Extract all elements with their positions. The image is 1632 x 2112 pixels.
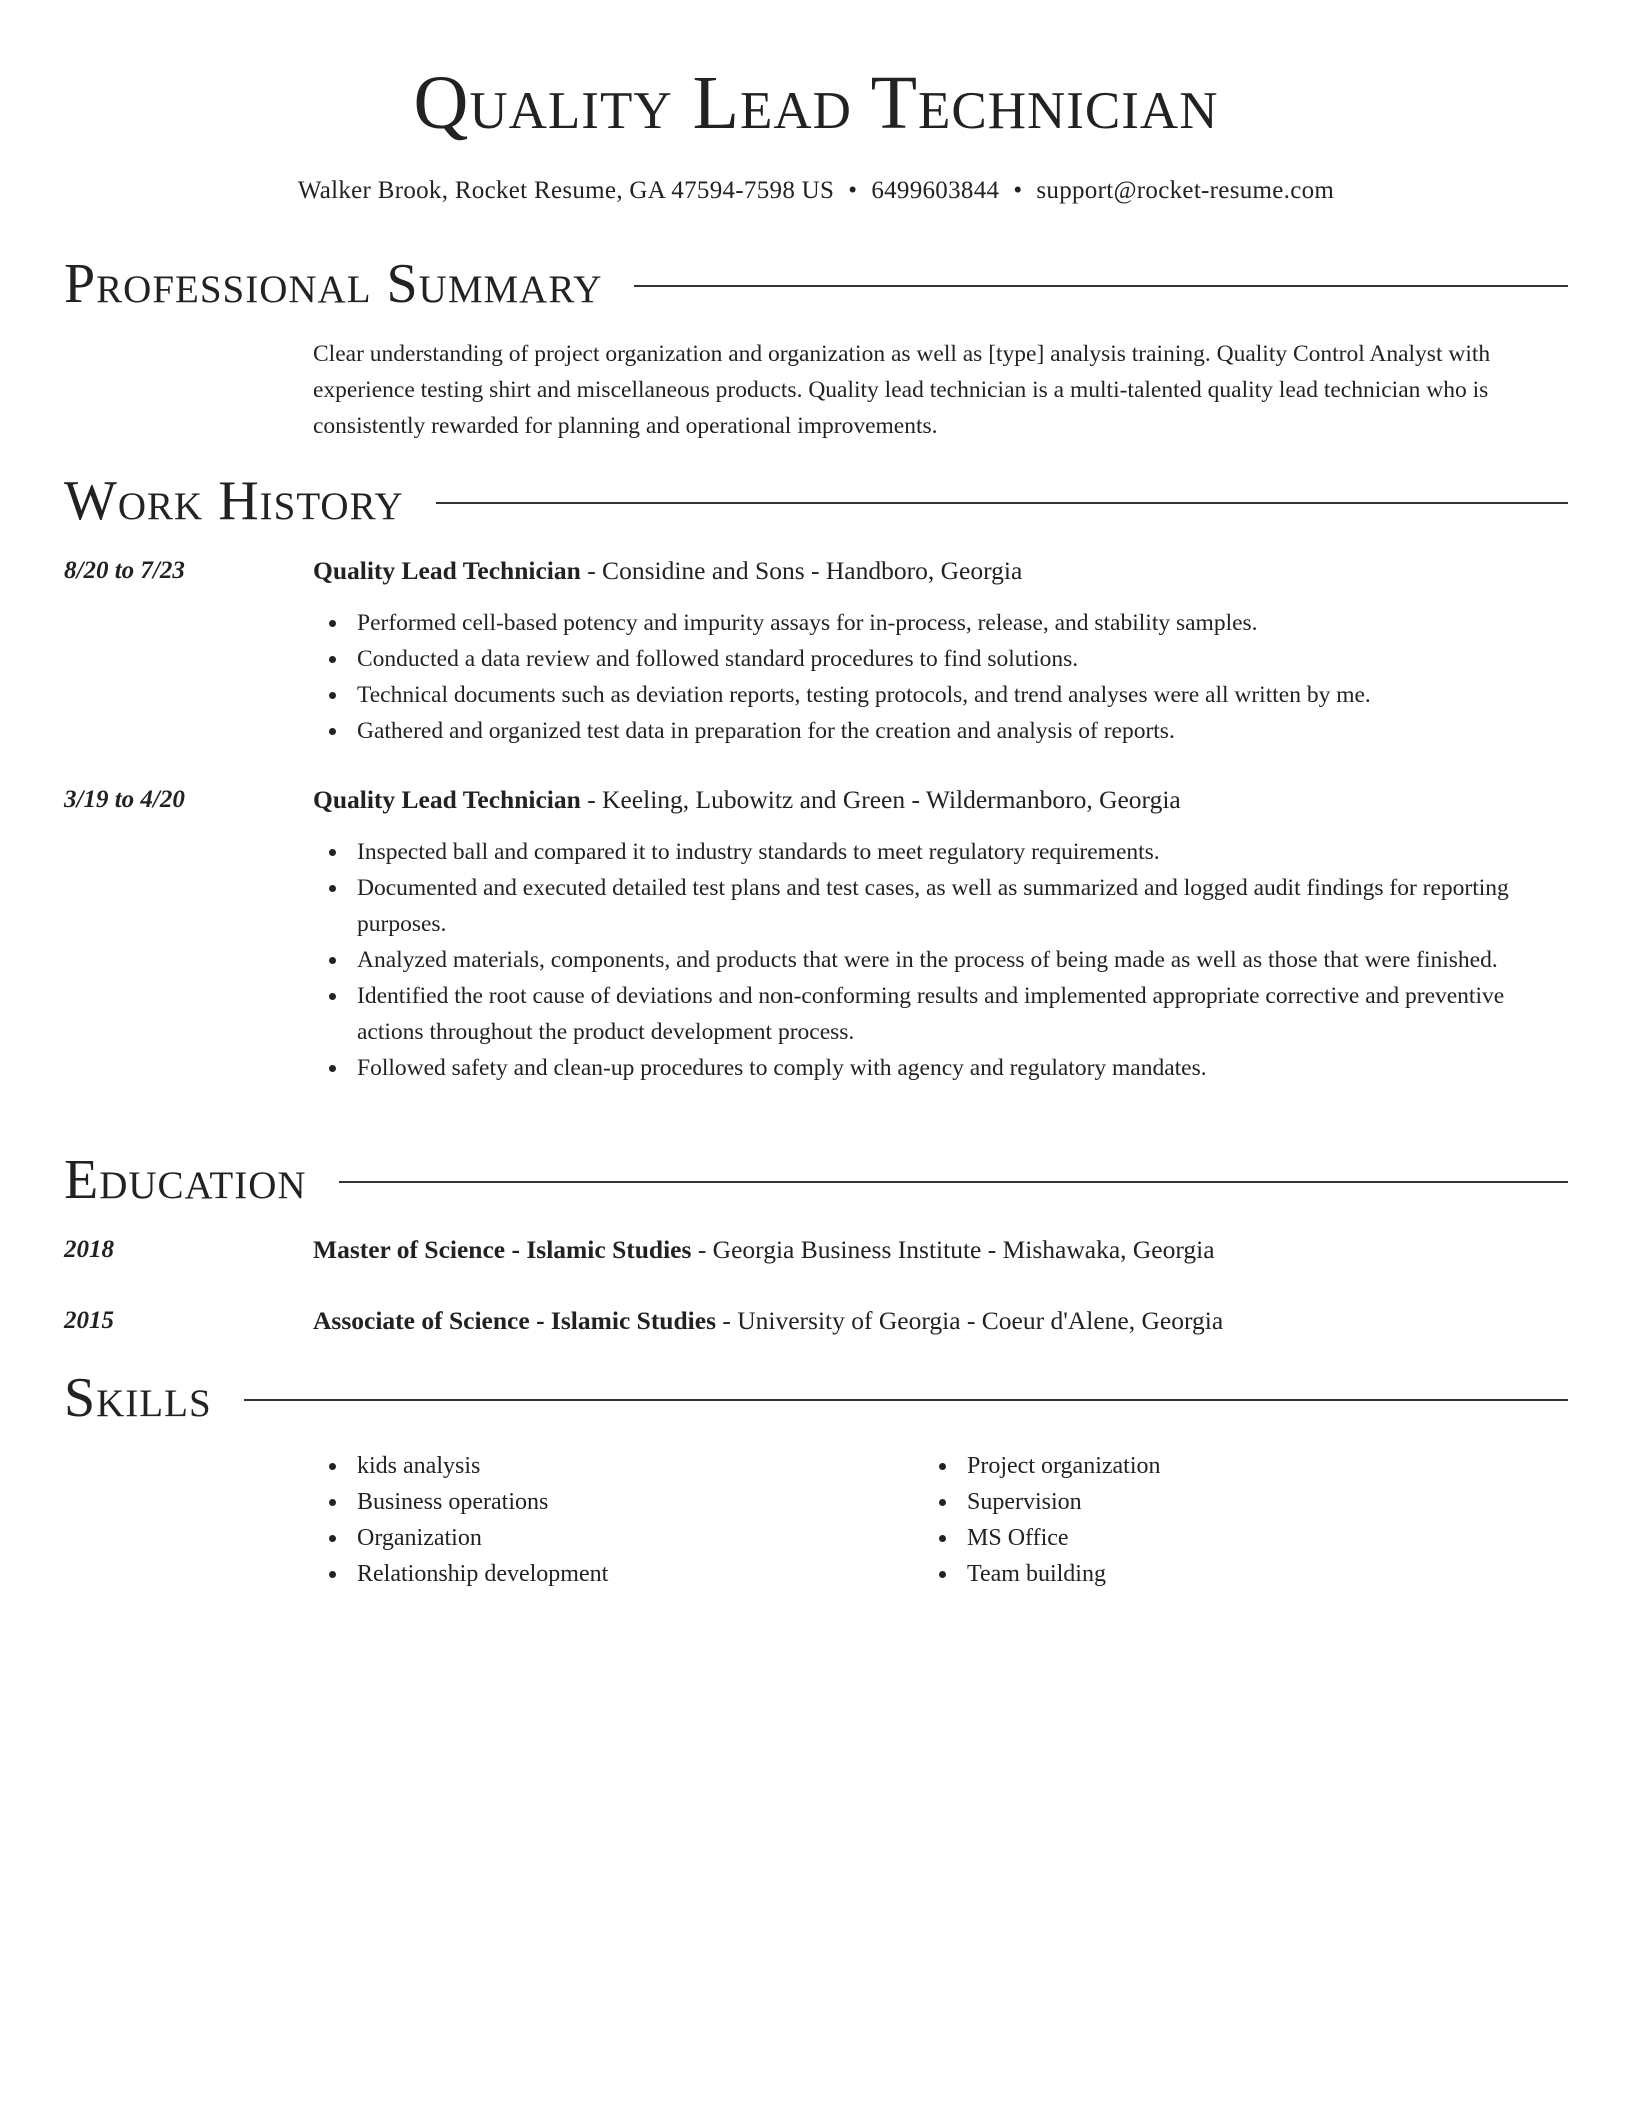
job-heading <box>313 553 1569 589</box>
education-heading: Education <box>64 1149 307 1211</box>
job-dates: 3/19 to 4/20 <box>64 786 185 813</box>
contact-email: support@rocket-resume.com <box>1036 177 1335 204</box>
summary-section-header <box>64 252 1568 316</box>
education-degree: Master of Science - Islamic Studies <box>313 1235 692 1264</box>
education-details: - University of Georgia - Coeur d'Alene, Georgia <box>716 1306 1224 1335</box>
contact-line <box>0 174 1632 208</box>
skill-item: Organization <box>357 1520 917 1556</box>
skill-item: Project organization <box>967 1448 1527 1484</box>
job-bullet-list <box>313 605 1557 749</box>
education-section-header <box>64 1148 1568 1212</box>
job-bullet: Conducted a data review and followed standard procedures to find solutions. <box>357 641 1557 677</box>
work-heading: Work History <box>64 470 404 532</box>
skills-heading: Skills <box>64 1367 212 1429</box>
skills-list-left <box>313 1448 917 1592</box>
job-bullet: Followed safety and clean-up procedures to comply with agency and regulatory mandates. <box>357 1050 1557 1086</box>
skill-item: MS Office <box>967 1520 1527 1556</box>
job-bullet: Analyzed materials, components, and products that were in the process of being made as well as those that were finished. <box>357 942 1557 978</box>
skills-list-right <box>923 1448 1527 1592</box>
job-details: - Keeling, Lubowitz and Green - Wildermanboro, Georgia <box>580 785 1181 814</box>
skill-item: kids analysis <box>357 1448 917 1484</box>
education-details: - Georgia Business Institute - Mishawaka, Georgia <box>691 1235 1215 1264</box>
job-bullet-list <box>313 834 1557 1086</box>
job-heading <box>313 782 1569 818</box>
contact-address: Walker Brook, Rocket Resume, GA 47594-7598 US <box>297 177 835 204</box>
job-dates: 8/20 to 7/23 <box>64 557 185 584</box>
job-title: Quality Lead Technician <box>313 556 581 585</box>
contact-separator: • <box>848 177 858 204</box>
skill-item: Team building <box>967 1556 1527 1592</box>
skill-item: Supervision <box>967 1484 1527 1520</box>
education-entry <box>313 1232 1569 1268</box>
education-year: 2015 <box>64 1307 114 1334</box>
education-year: 2018 <box>64 1236 114 1263</box>
summary-heading: Professional Summary <box>64 253 603 315</box>
skills-section-header <box>64 1366 1568 1430</box>
skill-item: Business operations <box>357 1484 917 1520</box>
candidate-name: Quality Lead Technician <box>413 61 1219 145</box>
job-bullet: Documented and executed detailed test plans and test cases, as well as summarized and logged audit findings for reporting purposes. <box>357 870 1557 942</box>
section-divider <box>339 1181 1568 1183</box>
contact-phone: 6499603844 <box>871 177 1000 204</box>
job-details: - Considine and Sons - Handboro, Georgia <box>580 556 1023 585</box>
job-bullet: Identified the root cause of deviations and non-conforming results and implemented appropriate corrective and preventive actions throughout the product development process. <box>357 978 1557 1050</box>
education-entry <box>313 1303 1569 1339</box>
job-bullet: Gathered and organized test data in preparation for the creation and analysis of reports. <box>357 713 1557 749</box>
job-bullet: Performed cell-based potency and impurity assays for in-process, release, and stability samples. <box>357 605 1557 641</box>
job-title: Quality Lead Technician <box>313 785 581 814</box>
skill-item: Relationship development <box>357 1556 917 1592</box>
job-bullet: Technical documents such as deviation reports, testing protocols, and trend analyses were all written by me. <box>357 677 1557 713</box>
section-divider <box>634 285 1568 287</box>
education-degree: Associate of Science - Islamic Studies <box>313 1306 716 1335</box>
job-bullet: Inspected ball and compared it to industry standards to meet regulatory requirements. <box>357 834 1557 870</box>
contact-separator: • <box>1013 177 1023 204</box>
section-divider <box>244 1399 1568 1401</box>
work-section-header <box>64 469 1568 533</box>
summary-text: Clear understanding of project organization and organization as well as [type] analysis training. Quality Control Analyst with experience testing shirt and miscellaneous products. Quality lead technician is a multi-talented quality lead technician who is consistently rewarded for planning and operational improvements. <box>313 341 1491 439</box>
section-divider <box>436 502 1568 504</box>
